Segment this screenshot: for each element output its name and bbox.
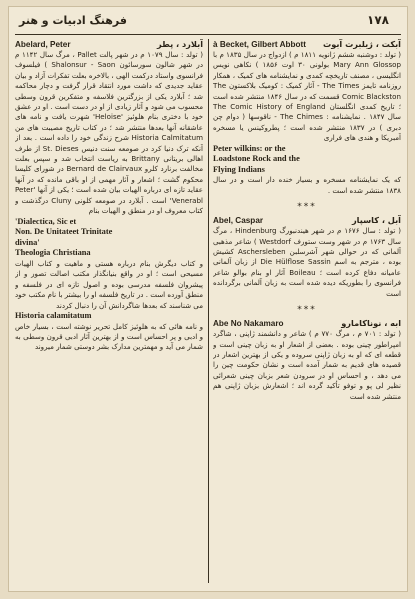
entry-abe-no-nakamaro [213,318,401,402]
page-header [9,7,407,33]
latin-title-line: Peter wilkins: or the [213,143,286,153]
entry-persian-name: ابه ، نوناکامارو [341,318,401,329]
entry-abelard-peter [15,39,203,353]
latin-title-line: Loadstone Rock and the [213,154,300,164]
entry-heading [15,39,203,50]
latin-title-line: Historia calamitatum [15,310,92,320]
entry-body: ( تولد : سال ۱۰۷۹ م در شهر پالت Pallet ، مرگ سال ۱۱۴۲ م در شهر شالون سورسائون Shalonsur - Saon ) فیلسوف فرانسوی واستاد درکمت الهی ، بالاخره بعلت تفکرات آزاد و بیان عقاید جدیدی که داشت مورد انتقاد قرار گرفت و دچار محاکمه شد ؛ آبلارد یکی از بزرگترین فلاسفه و متفکرین قرون وسطی محسوب می شود و آثار زیادی از او در دست است . او در عشق خود با دختری بنام هلوئیز 'Heloise' شهرت یافت و نامه های عاشقانه آنها بعدها منتشر شد ؛ در کتاب تاریخ مصیبت های من Historia Calmitatum شرح زندگی خود را داده است . بعد از آنکه ترک دنیا کرد در صومعه سنت دنیس St. Dieses از طرف اهالی بریتانی Brittany به ریاست انتخاب شد و سپس بعلت مخالفت برنارد کلرو Bernard de Clairvaux در شورای کلیسا محکوم گشت ؛ اشعار و آثار مهمی از او باقی مانده که در آنها عقاید تازه ای درباره الهیات بیان شده است ؛ یکی از آنها 'Peter Venerabl' است . آبلارد در صومعه کلونی Cluny درگذشت و کتاب معروف او در منطق و الهیات بنام [15,50,203,216]
entry-body-tail: و نامه هائی که به هلوئیز کامل تحریر نوشته است ، بسیار خاص و ادبی و پر احساس است و از بهترین آثار ادبی قرون وسطی به شمار می آید و مهمترین مدارک بشر دوستی شمار میروند [15,321,203,352]
entry-abel-caspar [213,215,401,299]
book-page [8,6,408,592]
entry-heading [213,318,401,329]
latin-title-line: divina' [15,237,40,247]
entry-latin-name: à Becket, Gilbert Abbott [213,40,306,49]
entry-persian-name: آبکت ، ژیلبرت آبوت [322,39,401,49]
latin-title-line: 'Dialectica, Sic et [15,216,77,226]
column-divider [208,39,209,583]
entry-body: ( تولد : دوشنبه ششم ژانویه ۱۸۱۱ م ) ازدواج در سال ۱۸۳۵ م با Mary Ann Glossop بولونی ۳۰ اوت ۱۸۵۶ ) نکاهی نویس انگلیسی ، مصنف تاریخچه کمدی و نمایشنامه های کمیک ، همکار روزنامه تایمز The Times - آثار کمیک : کومیک بلاکستون The Comic Blackston قسمت که در سال ۱۸۴۶ منتشر شده است ؛ تاریخ کمدی انگلستان The Comic History of England سال ۱۸۴۷ . نمایشنامه : The Chimes - ناقوسها ( دوام چن دبری ) در ۱۸۳۷ منتشر شده است ؛ پطروکینس یا مسخره آمبریکا و هندی های فراری [213,50,401,143]
latin-title-line: Flying Indians [213,164,265,174]
entry-latin-name: Abel, Caspar [213,216,264,226]
header-rule [15,34,401,35]
running-title: فرهنگ ادبیات و هنر [19,13,127,27]
entry-a-becket [213,39,401,196]
entry-body: و کتاب دیگرش بنام درباره هستی و ماهیت و کتاب الهیات مسیحی است ؛ او در واقع بنیانگذار مکتب اصالت تصور و از پیشروان فلسفه مدرسی بوده و اصول تازه ای در فلسفه و منطق آورده است . در تاریخ فلسفه او را بیشتر با نام مکتب خود می شناسند که بعدها شاگردانش آن را دنبال کردند [15,258,203,310]
entry-body: ( تولد : ۷۰۱ م ، مرگ ۷۷۰ م ) شاعر و دانشمند ژاپنی ، شاگرد امپراطور چینی بوده . بعضی از اشعار او به زبان چینی است و قطعه ای که او به زبان ژاپنی سروده و یکی از بهترین اشعار در قصیده های قدیم به شمار آمده است و نشان حکومت چین را می دهد ، و احساس او در سرودن شعر بزبان چینی شعرائی نظیر لی پو و توفو تأکید گرده اند ؛ اشعارش بزبان ژاپنی هم منتشر شده است [213,329,401,401]
entry-body-tail: که یک نمایشنامه مسخره و بسیار خنده دار است و در سال ۱۸۳۸ منتشر شده است . [213,175,401,195]
section-separator-stars: *** [297,305,317,316]
entry-latin-name: Abe No Nakamaro [213,319,284,329]
entry-body: ( تولد : سال ۱۶۷۶ م در شهر هیندنبورگ Hindenburg ، مرگ سال ۱۷۶۳ م در شهر وست ستورف Westdorf ) شاعر مذهبی آلمانی که در حوالی شهر آشرسلبن Aschersleben کشیش بوده ، مترجم به اسم Die Hülflose Sassin از زبان آلمانی عامیانه دفاع کرده است ؛ Boileau آثار او بنام بوالو شاعر فرانسوی را بطوریکه دیده شده است به زبان آلمانی برگردانده است [213,226,401,298]
latin-title-line: Non. De Unitateet Trinitate [15,227,113,237]
latin-title-line: Theologia Christiana [15,248,91,258]
entry-latin-name: Abelard, Peter [15,40,71,49]
right-column [213,39,401,585]
left-column [15,39,203,585]
page-number: ۱۷۸ [367,13,389,27]
entry-persian-name: آبل ، کاسپار [351,215,401,226]
section-separator-stars: *** [297,202,317,213]
entry-persian-name: آبلارد ، پطر [157,39,203,49]
entry-heading [213,215,401,226]
entry-heading [213,39,401,50]
